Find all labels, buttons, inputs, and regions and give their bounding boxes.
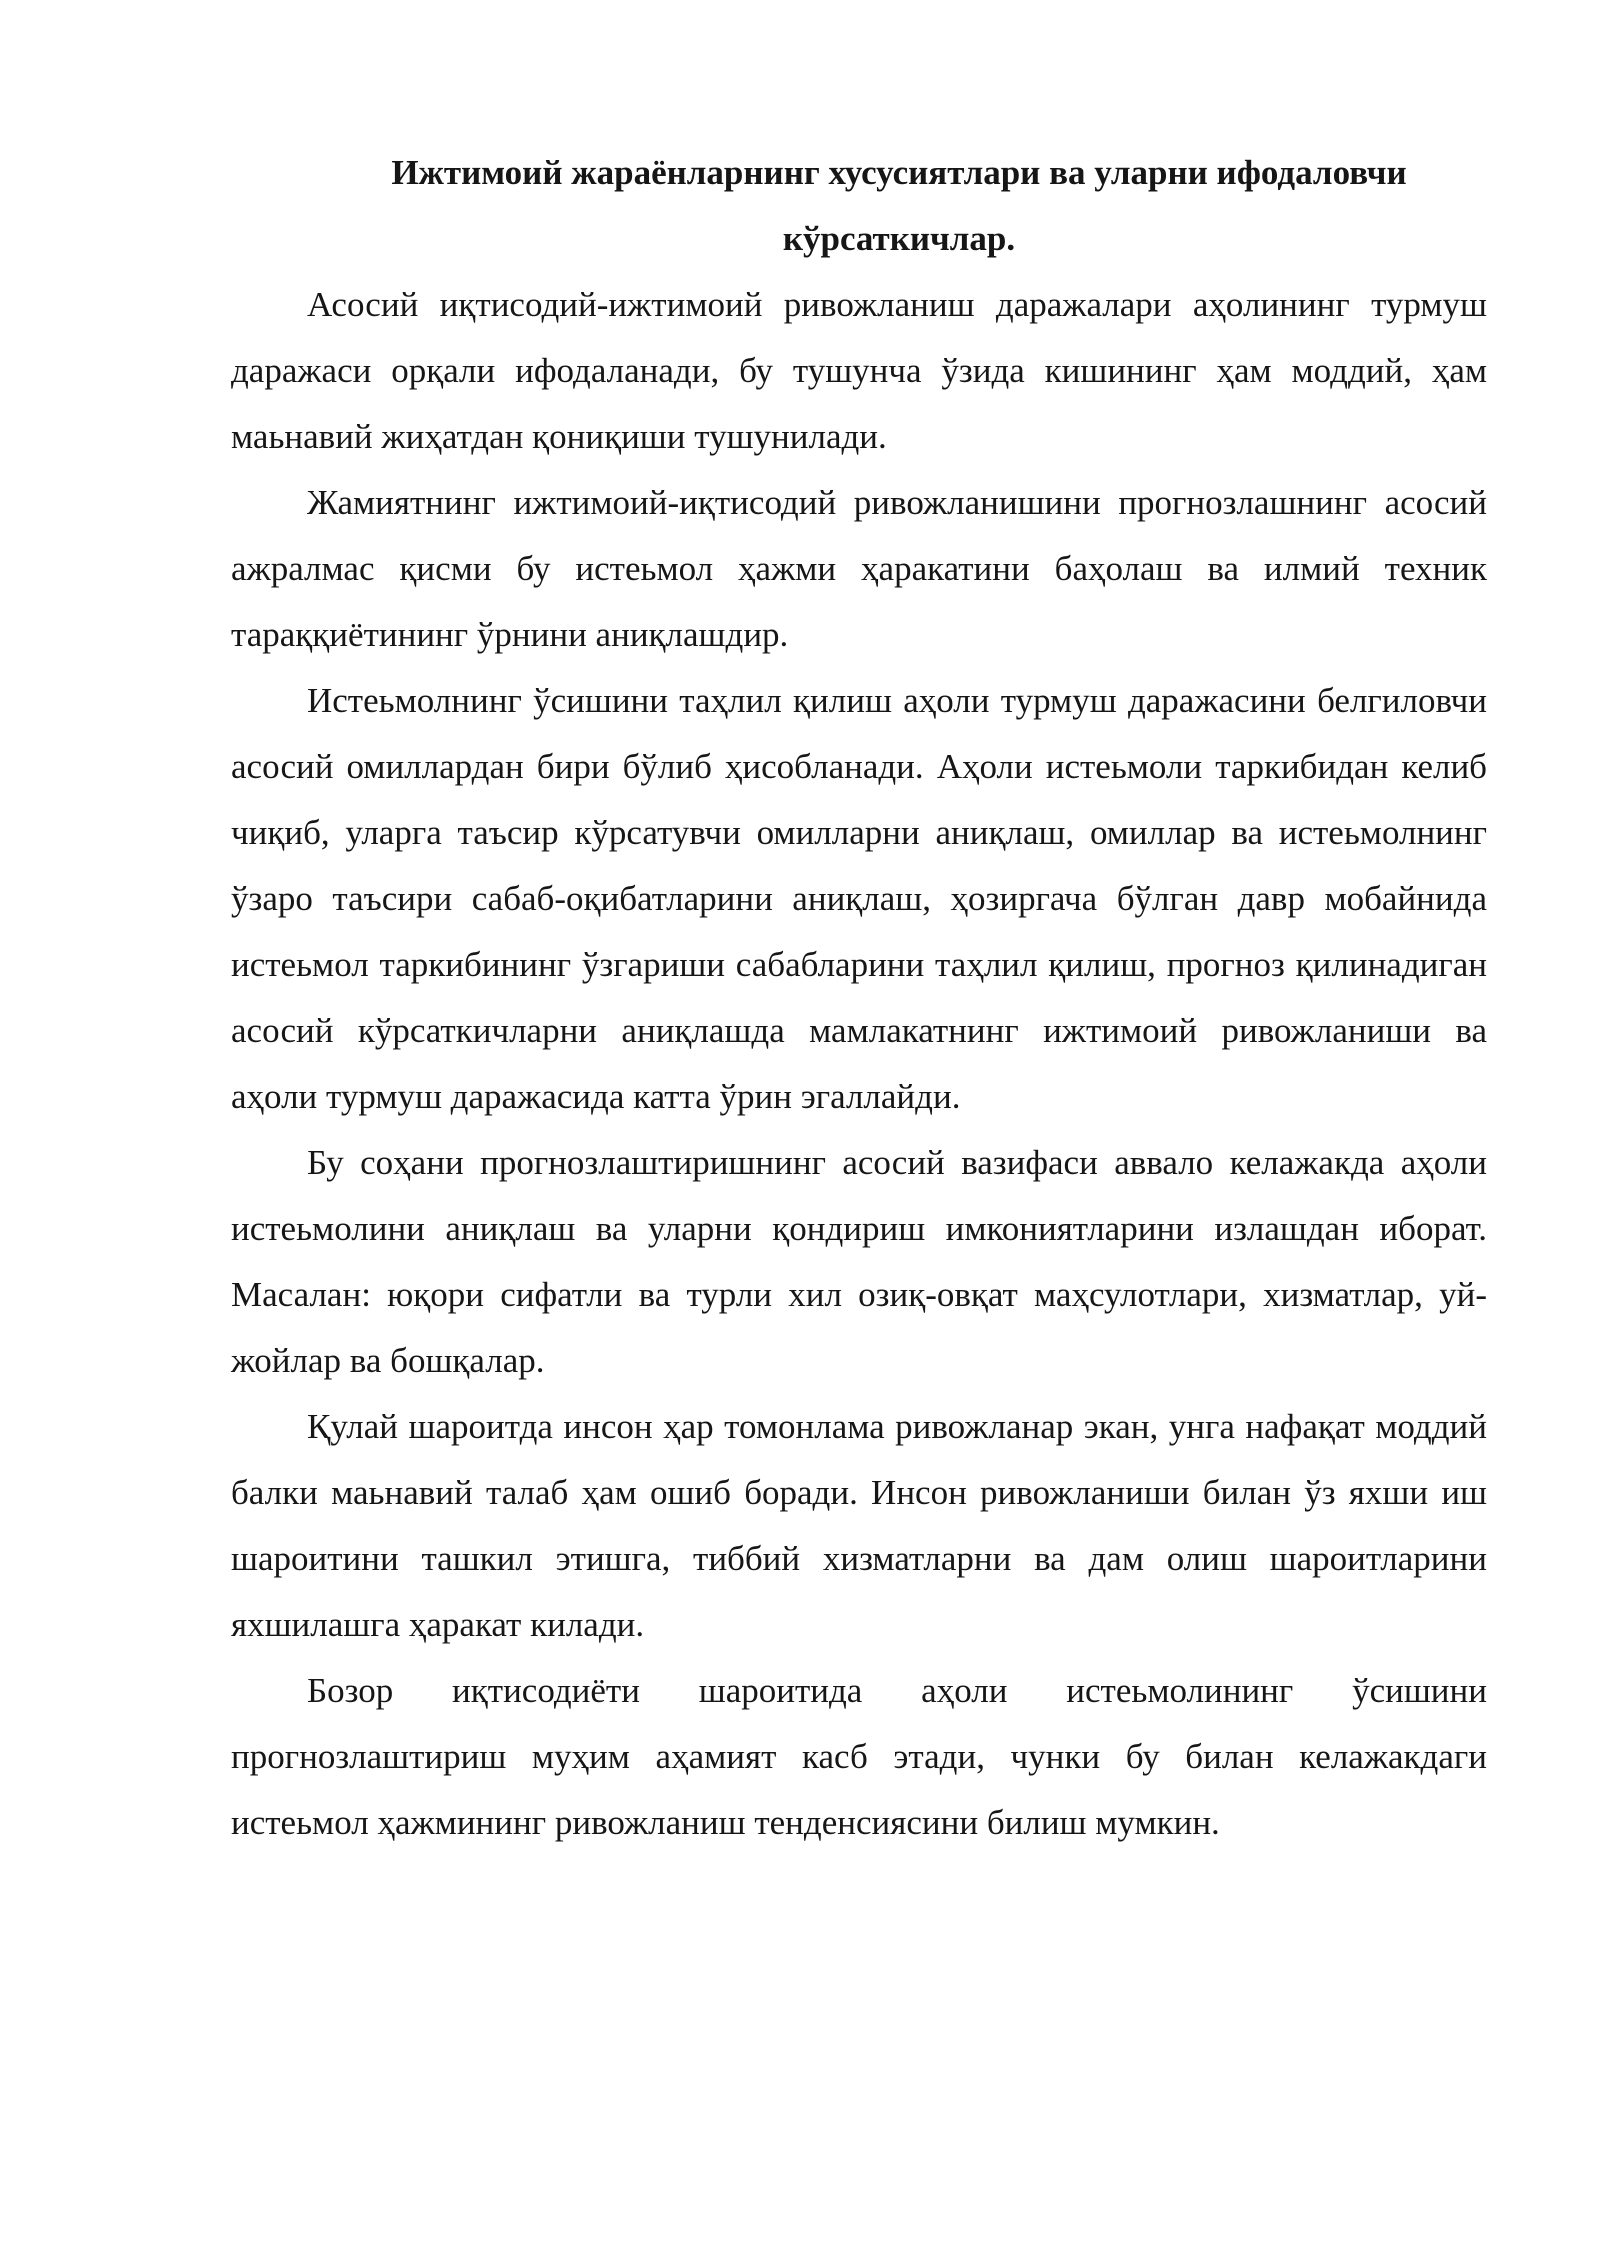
paragraph-consumption-analysis: Истеьмолнинг ўсишини таҳлил қилиш аҳоли турмуш даражасини белгиловчи асосий омиллардан бири бўлиб ҳисобланади. Аҳоли истеьмоли таркибидан келиб чиқиб, уларга таъсир кўрсатувчи омилларни аниқлаш, омиллар ва истеьмолнинг ўзаро таъсири сабаб-оқибатларини аниқлаш, ҳозиргача бўлган давр мобайнида истеьмол таркибининг ўзгариши сабабларини таҳлил қилиш, прогноз қилинадиган асосий кўрсаткичларни аниқлашда мамлакатнинг ижтимоий ривожланиши ва аҳоли турмуш даражасида катта ўрин эгаллайди. (231, 681, 1487, 1116)
paragraph-human-development: Қулай шароитда инсон ҳар томонлама ривожланар экан, унга нафақат моддий балки маьнавий талаб ҳам ошиб боради. Инсон ривожланиши билан ўз яхши иш шароитини ташкил этишга, тиббий хизматларни ва дам олиш шароитларини яхшилашга ҳаракат килади. (231, 1407, 1487, 1644)
paragraph-living-standard: Асосий иқтисодий-ижтимоий ривожланиш даражалари аҳолининг турмуш даражаси орқали ифодаланади, бу тушунча ўзида кишининг ҳам моддий, ҳам маьнавий жиҳатдан қониқиши тушунилади. (231, 285, 1487, 456)
paragraph-consumption-volume: Жамиятнинг ижтимоий-иқтисодий ривожланишини прогнозлашнинг асосий ажралмас қисми бу истеьмол ҳажми ҳаракатини баҳолаш ва илмий техник тараққиётининг ўрнини аниқлашдир. (231, 483, 1487, 654)
paragraph-market-economy: Бозор иқтисодиёти шароитида аҳоли истеьмолининг ўсишини прогнозлаштириш муҳим аҳамият касб этади, чунки бу билан келажакдаги истеьмол ҳажмининг ривожланиш тенденсиясини билиш мумкин. (231, 1671, 1487, 1842)
document-body (231, 140, 1487, 1856)
document-title: Ижтимоий жараёнларнинг хусусиятлари ва уларни ифодаловчи кўрсаткичлар. (391, 153, 1407, 258)
paragraph-forecasting-task: Бу соҳани прогнозлаштиришнинг асосий вазифаси аввало келажакда аҳоли истеьмолини аниқлаш ва уларни қондириш имкониятларини излашдан иборат. Масалан: юқори сифатли ва турли хил озиқ-овқат маҳсулотлари, хизматлар, уй-жойлар ва бошқалар. (231, 1143, 1487, 1380)
